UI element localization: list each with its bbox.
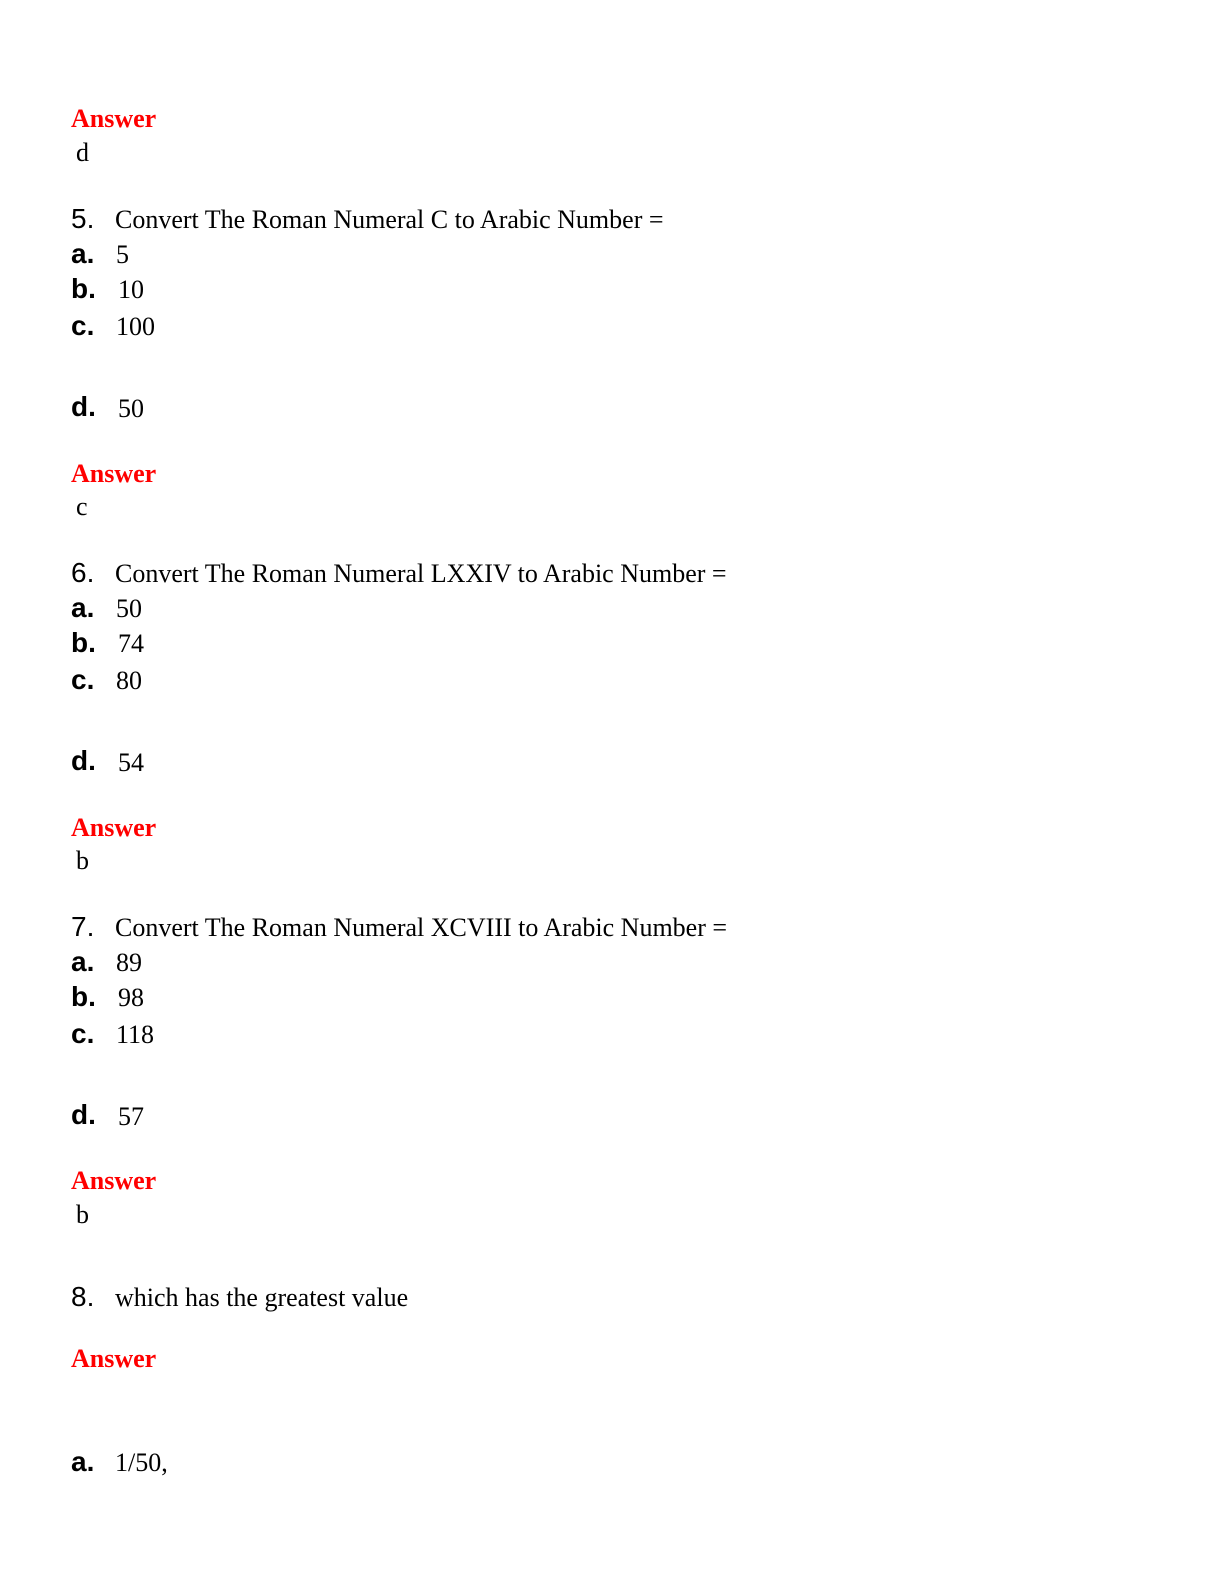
option-letter: a. xyxy=(71,946,95,977)
option-value: 50 xyxy=(116,594,142,623)
option-letter: a. xyxy=(71,238,95,269)
question-text: Convert The Roman Numeral LXXIV to Arabic Number = xyxy=(115,559,727,588)
answer-label: Answer xyxy=(71,1344,157,1373)
question-number: 7. xyxy=(71,911,95,942)
option-value: 57 xyxy=(118,1102,144,1131)
option-value: 98 xyxy=(118,983,144,1012)
option-letter: c. xyxy=(71,664,95,695)
option-letter: b. xyxy=(71,981,96,1012)
option-letter: b. xyxy=(71,627,96,658)
answer-value: d xyxy=(76,138,89,167)
option-value: 10 xyxy=(118,275,144,304)
option-letter: c. xyxy=(71,1018,95,1049)
option-letter: d. xyxy=(71,391,96,422)
question-text: Convert The Roman Numeral C to Arabic Number = xyxy=(115,205,664,234)
answer-label: Answer xyxy=(71,813,157,842)
answer-label: Answer xyxy=(71,1166,157,1195)
option-letter: d. xyxy=(71,745,96,776)
option-letter: c. xyxy=(71,310,95,341)
option-value: 54 xyxy=(118,748,144,777)
question-number: 5. xyxy=(71,203,95,234)
option-letter: a. xyxy=(71,1446,95,1477)
option-letter: d. xyxy=(71,1099,96,1130)
option-value: 89 xyxy=(116,948,142,977)
option-value: 118 xyxy=(116,1020,155,1049)
answer-value: c xyxy=(76,492,88,521)
answer-value: b xyxy=(76,846,89,875)
option-letter: b. xyxy=(71,273,96,304)
option-value: 74 xyxy=(118,629,144,658)
answer-value: b xyxy=(76,1200,89,1229)
question-number: 8. xyxy=(71,1281,95,1312)
question-text: Convert The Roman Numeral XCVIII to Arabic Number = xyxy=(115,913,728,942)
option-value: 100 xyxy=(116,312,155,341)
option-value: 50 xyxy=(118,394,144,423)
answer-label: Answer xyxy=(71,459,157,488)
question-number: 6. xyxy=(71,557,95,588)
question-text: which has the greatest value xyxy=(115,1283,409,1312)
option-value: 1/50, xyxy=(115,1448,168,1477)
option-value: 5 xyxy=(116,240,129,269)
option-value: 80 xyxy=(116,666,142,695)
option-letter: a. xyxy=(71,592,95,623)
answer-label: Answer xyxy=(71,104,157,133)
